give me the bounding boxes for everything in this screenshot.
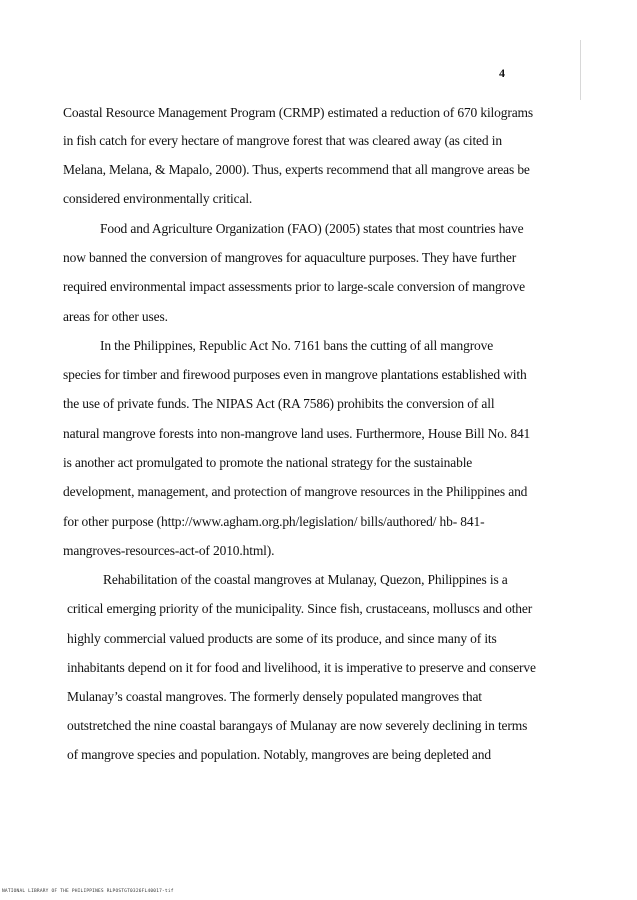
text-line: for other purpose (http://www.agham.org.ph/legislation/ bills/authored/ hb- 841- xyxy=(63,514,485,529)
text-line: outstretched the nine coastal barangays of Mulanay are now severely declining in terms xyxy=(67,718,528,733)
text-line: Food and Agriculture Organization (FAO) (2005) states that most countries have xyxy=(100,221,524,236)
text-line: of mangrove species and population. Notably, mangroves are being depleted and xyxy=(67,747,491,762)
scan-artifact xyxy=(580,40,581,100)
text-line: in fish catch for every hectare of mangrove forest that was cleared away (as cited in xyxy=(63,133,502,148)
text-line: Mulanay’s coastal mangroves. The formerly densely populated mangroves that xyxy=(67,689,482,704)
text-line: now banned the conversion of mangroves for aquaculture purposes. They have further xyxy=(63,250,517,265)
text-line: development, management, and protection of mangrove resources in the Philippines and xyxy=(63,484,528,499)
text-line: the use of private funds. The NIPAS Act (RA 7586) prohibits the conversion of all xyxy=(63,396,495,411)
scan-footer: NATIONAL LIBRARY OF THE PHILIPPINES RLPOSTGT0326FL40017-tif xyxy=(2,889,174,894)
text-line: In the Philippines, Republic Act No. 7161 bans the cutting of all mangrove xyxy=(100,338,494,353)
text-line: areas for other uses. xyxy=(63,309,168,324)
text-line: highly commercial valued products are some of its produce, and since many of its xyxy=(67,631,497,646)
text-line: mangroves-resources-act-of 2010.html). xyxy=(63,543,275,558)
text-line: required environmental impact assessments prior to large-scale conversion of mangrove xyxy=(63,279,525,294)
page-number: 4 xyxy=(499,66,505,80)
text-line: considered environmentally critical. xyxy=(63,191,253,206)
text-line: Rehabilitation of the coastal mangroves at Mulanay, Quezon, Philippines is a xyxy=(103,572,508,587)
text-line: Melana, Melana, & Mapalo, 2000). Thus, experts recommend that all mangrove areas be xyxy=(63,162,530,177)
text-line: natural mangrove forests into non-mangrove land uses. Furthermore, House Bill No. 841 xyxy=(63,426,531,441)
text-line: is another act promulgated to promote the national strategy for the sustainable xyxy=(63,455,473,470)
text-line: critical emerging priority of the municipality. Since fish, crustaceans, molluscs and other xyxy=(67,601,533,616)
text-line: species for timber and firewood purposes even in mangrove plantations established with xyxy=(63,367,527,382)
text-line: inhabitants depend on it for food and livelihood, it is imperative to preserve and conserve xyxy=(67,660,536,675)
text-line: Coastal Resource Management Program (CRMP) estimated a reduction of 670 kilograms xyxy=(63,105,533,120)
